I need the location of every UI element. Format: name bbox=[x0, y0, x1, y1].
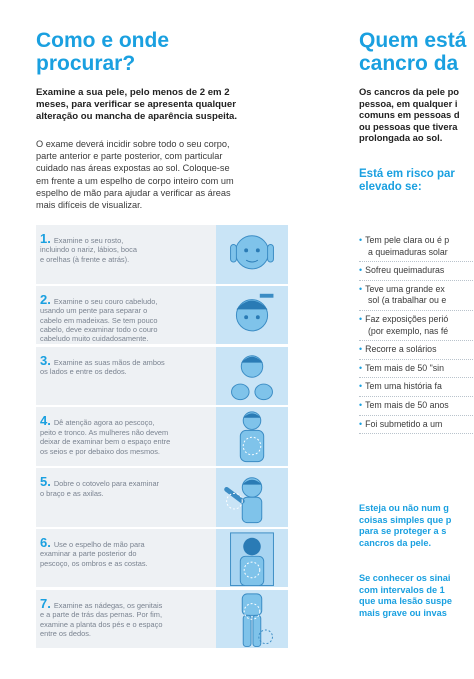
step-line: os seios e por debaixo dos mesmos. bbox=[40, 446, 160, 456]
step-line: 1. Examine o seu rosto, bbox=[40, 231, 124, 246]
step-text bbox=[40, 474, 216, 498]
torso-illustration bbox=[216, 407, 288, 466]
step-number: 1. bbox=[40, 231, 51, 246]
paragraph-line: Se conhecer os sinai bbox=[359, 573, 451, 583]
step-item bbox=[36, 286, 288, 345]
step-line: e a parte de trás das pernas. Por fim, bbox=[40, 610, 163, 620]
paragraph-line: cancros da pele. bbox=[359, 537, 432, 548]
risk-item: • Tem mais de 50 anos bbox=[359, 397, 474, 416]
page-title: Como e onde procurar? bbox=[36, 29, 170, 75]
step-number: 7. bbox=[40, 595, 51, 611]
step-line: 4. Dê atenção agora ao pescoço, bbox=[40, 413, 155, 429]
step-line: pescoço, os ombros e as costas. bbox=[40, 558, 148, 568]
risk-item: • Recorre a solários bbox=[359, 341, 474, 360]
bullet-icon: • bbox=[359, 313, 363, 324]
step-line: examine a planta dos pés e o espaço bbox=[40, 619, 163, 629]
risk-item: • Teve uma grande ex sol (a trabalhar ou e bbox=[359, 281, 474, 311]
right-intro: Os cancros da pele po pessoa, em qualquer i comuns em pessoas d ou pessoas que tivera prolongada ao sol. bbox=[359, 86, 460, 144]
step-text bbox=[40, 231, 216, 264]
paragraph-line: com intervalos de 1 bbox=[359, 584, 445, 595]
risk-item: • Tem uma história fa bbox=[359, 378, 474, 397]
right-title: Quem está cancro da bbox=[359, 29, 467, 75]
risk-subtitle: Está em risco par elevado se: bbox=[359, 168, 455, 193]
step-line: entre os dedos. bbox=[40, 629, 91, 638]
step-line: 5. Dobre o cotovelo para examinar bbox=[40, 474, 160, 490]
risk-item: • Tem pele clara ou é p a queimaduras solar bbox=[359, 232, 474, 262]
paragraph-line: coisas simples que p bbox=[359, 514, 452, 525]
step-text bbox=[40, 352, 216, 377]
step-number: 6. bbox=[40, 534, 51, 550]
step-text bbox=[40, 291, 216, 344]
steps-list bbox=[36, 225, 288, 651]
risk-item: • Tem mais de 50 "sin bbox=[359, 360, 474, 379]
step-number: 5. bbox=[40, 474, 51, 490]
step-number: 4. bbox=[40, 413, 51, 429]
arms-illustration bbox=[216, 468, 288, 527]
step-line: peito e tronco. As mulheres não devem bbox=[40, 427, 169, 437]
legs-illustration bbox=[216, 590, 288, 649]
step-line: incluindo o nariz, lábios, boca bbox=[40, 245, 137, 255]
bottom-paragraph-1 bbox=[359, 503, 474, 549]
step-line: cabeludo muito cuidadosamente. bbox=[40, 334, 149, 344]
step-line: cabelo, deve examinar todo o couro bbox=[40, 325, 158, 335]
back-illustration bbox=[216, 529, 288, 588]
step-item bbox=[36, 468, 288, 527]
paragraph-line: Esteja ou não num g bbox=[359, 503, 449, 513]
hands-illustration bbox=[216, 347, 288, 406]
bullet-icon: • bbox=[359, 283, 363, 294]
step-text bbox=[40, 534, 216, 568]
step-line: e orelhas (à frente e atrás). bbox=[40, 254, 130, 264]
scalp-illustration bbox=[216, 286, 288, 345]
intro-bold-paragraph: Examine a sua pele, pelo menos de 2 em 2 meses, para verificar se apresenta qualquer alteração ou mancha de aparência suspeita. bbox=[36, 87, 238, 122]
bullet-icon: • bbox=[359, 418, 363, 429]
step-line: os lados e entre os dedos. bbox=[40, 367, 127, 376]
paragraph-line: que uma lesão suspe bbox=[359, 596, 452, 607]
step-item bbox=[36, 347, 288, 406]
bullet-icon: • bbox=[359, 381, 363, 392]
risk-list bbox=[359, 232, 474, 434]
risk-item: • Sofreu queimaduras bbox=[359, 262, 474, 281]
bullet-icon: • bbox=[359, 344, 363, 355]
step-line: deixar de examinar bem o espaço entre bbox=[40, 437, 171, 447]
step-line: cabelo em madeixas. Se tem pouco bbox=[40, 315, 158, 325]
step-line: 7. Examine as nádegas, os genitais bbox=[40, 595, 163, 611]
bullet-icon: • bbox=[359, 362, 363, 373]
face-illustration bbox=[216, 225, 288, 284]
step-line: 3. Examine as suas mãos de ambos bbox=[40, 352, 165, 368]
bottom-paragraph-2 bbox=[359, 573, 474, 619]
step-line: usando um pente para separar o bbox=[40, 306, 148, 316]
risk-item: • Foi submetido a um bbox=[359, 416, 474, 435]
step-line: 6. Use o espelho de mão para bbox=[40, 534, 145, 550]
step-text bbox=[40, 413, 216, 456]
step-line: o braço e as axilas. bbox=[40, 488, 104, 498]
step-line: 2. Examine o seu couro cabeludo, bbox=[40, 291, 158, 307]
step-item bbox=[36, 529, 288, 588]
step-number: 2. bbox=[40, 291, 51, 307]
bullet-icon: • bbox=[359, 235, 363, 245]
step-number: 3. bbox=[40, 352, 51, 368]
step-text bbox=[40, 595, 216, 639]
step-item bbox=[36, 590, 288, 649]
step-line: examinar a parte posterior do bbox=[40, 549, 137, 559]
paragraph-line: mais grave ou invas bbox=[359, 607, 447, 618]
risk-item: • Faz exposições perió (por exemplo, nas fé bbox=[359, 311, 474, 341]
bullet-icon: • bbox=[359, 399, 363, 410]
bullet-icon: • bbox=[359, 265, 363, 276]
step-item bbox=[36, 225, 288, 284]
step-item bbox=[36, 407, 288, 466]
paragraph-line: para se proteger a s bbox=[359, 526, 447, 537]
intro-paragraph: O exame deverá incidir sobre todo o seu corpo, parte anterior e parte posterior, com particular cuidado nas áreas expostas ao sol. Coloque-se em frente a um espelho de corpo inteiro com um espelho de mão para ajudar a verificar as áreas mais difíceis de visualizar. bbox=[36, 139, 234, 211]
